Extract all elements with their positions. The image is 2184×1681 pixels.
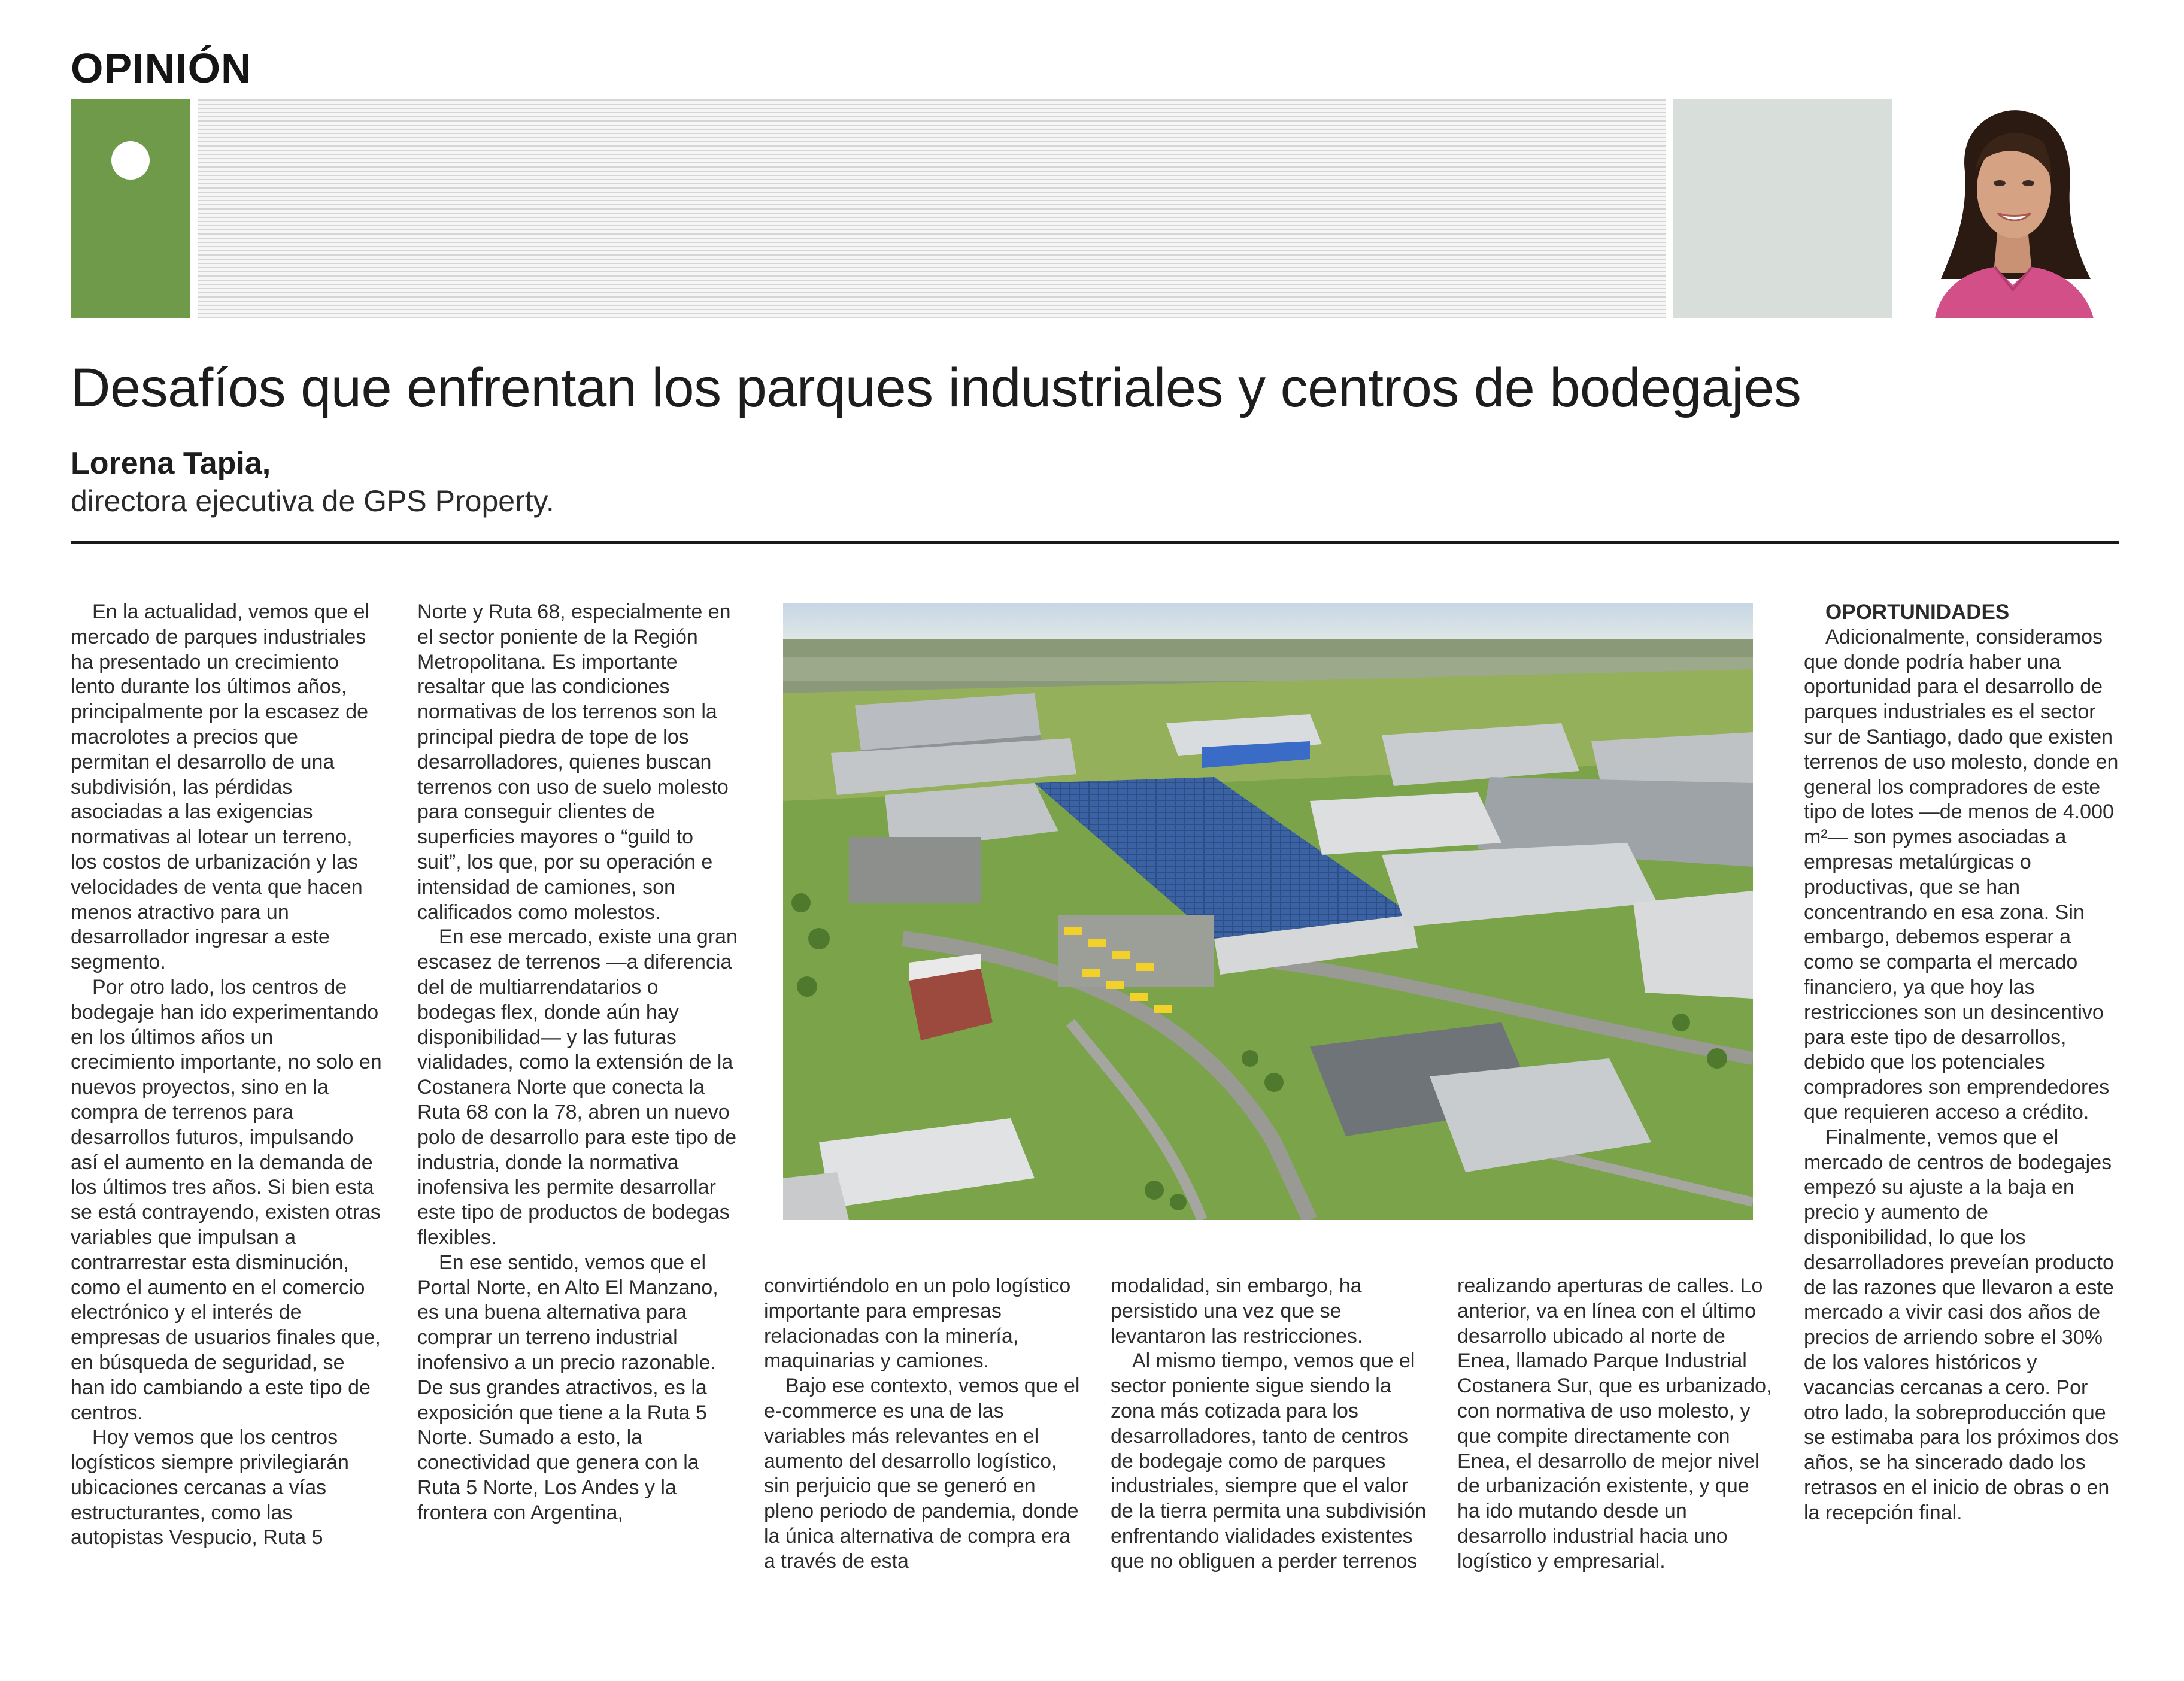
article-column-6 [1804, 600, 2119, 1525]
paragraph: modalidad, sin embargo, ha persistido una vez que se levantaron las restricciones. [1111, 1275, 1363, 1348]
subheading: OPORTUNIDADES [1825, 600, 2010, 624]
circle-icon [111, 141, 150, 180]
author-portrait-image [1899, 99, 2119, 318]
grey-band [1673, 99, 1892, 318]
paragraph: Adicionalmente, consideramos que donde podría haber una oportunidad para el desarrollo de parques industriales es el sector sur de Santiago, dado que existen terrenos de uso molesto, donde en general los compradores de este tipo de lotes —de menos de 4.000 m²— son pymes asociadas a empresas metalúrgicas o productivas, que se han concentrando en esa zona. Sin embargo, debemos esperar a como se comparta el mercado financiero, ya que hoy las restricciones son un desincentivo para este tipo de desarrollos, debido que los potenciales compradores son emprendedores que requieren acceso a crédito. [1804, 625, 2119, 1124]
section-label: OPINIÓN [71, 45, 252, 92]
article-column-4 [1111, 1274, 1428, 1574]
paragraph: Por otro lado, los centros de bodegaje han ido experimentando en los últimos años un crecimiento importante, no solo en nuevos proyectos, sino en la compra de terrenos para desarrollos futuros, impulsando así el aumento en la demanda de los últimos tres años. Si bien esta se está contrayendo, existen otras variables que impulsan a contrarrestar esta disminución, como el aumento en el comercio electrónico y el interés de empresas de usuarios finales que, en búsqueda de seguridad, se han ido cambiando a este tipo de centros. [71, 975, 382, 1424]
headline: Desafíos que enfrentan los parques industriales y centros de bodegajes [71, 357, 1801, 418]
paragraph: Finalmente, vemos que el mercado de centros de bodegajes empezó su ajuste a la baja en precio y aumento de disponibilidad, lo que los desarrolladores preveían producto de las razones que llevaron a este mercado a vivir casi dos años de precios de arriendo sobre el 30% de los valores históricos y vacancias cercanas a cero. Por otro lado, la sobreproducción que se estimaba para los próximos dos años, se ha sincerado dado los retrasos en el inicio de obras o en la recepción final. [1804, 1125, 2119, 1524]
accent-band [71, 99, 190, 318]
industrial-park-photo [783, 603, 1753, 1220]
article-column-5 [1457, 1274, 1774, 1574]
paragraph: Hoy vemos que los centros logísticos siempre privilegiarán ubicaciones cercanas a vías estructurantes, como las autopistas Vespucio, Ruta 5 [71, 1426, 349, 1549]
author-role: directora ejecutiva de GPS Property. [71, 484, 554, 518]
aerial-photo-illustration [783, 603, 1753, 1220]
paragraph: Bajo ese contexto, vemos que el e-commerce es una de las variables más relevantes en el aumento del desarrollo logístico, sin perjuicio que se generó en pleno periodo de pandemia, donde la única alternativa de compra era a través de esta [764, 1374, 1080, 1573]
paragraph: En ese sentido, vemos que el Portal Norte, en Alto El Manzano, es una buena alternativa para comprar un terreno industrial inofensivo a un precio razonable. De sus grandes atractivos, es la exposición que tiene a la Ruta 5 Norte. Sumado a esto, la conectividad que genera con la Ruta 5 Norte, Los Andes y la frontera con Argentina, [417, 1251, 718, 1524]
author-name: Lorena Tapia, [71, 446, 271, 481]
author-portrait [1899, 99, 2119, 318]
decorative-lines-band [198, 99, 1666, 318]
article-column-1 [71, 600, 382, 1550]
article-column-3 [764, 1274, 1081, 1574]
divider [71, 541, 2119, 544]
paragraph: convirtiéndolo en un polo logístico importante para empresas relacionadas con la minería, maquinarias y camiones. [764, 1275, 1071, 1373]
paragraph: En la actualidad, vemos que el mercado de parques industriales ha presentado un crecimiento lento durante los últimos años, principalmente por la escasez de macrolotes a precios que permitan el desarrollo de una subdivisión, las pérdidas asociadas a las exigencias normativas al lotear un terreno, los costos de urbanización y las velocidades de venta que hacen menos atractivo para un desarrollador ingresar a este segmento. [71, 600, 370, 974]
article-column-2 [417, 600, 739, 1525]
paragraph: Al mismo tiempo, vemos que el sector poniente sigue siendo la zona más cotizada para los desarrolladores, tanto de centros de bodegaje como de parques industriales, siempre que el valor de la tierra permita una subdivisión enfrentando vialidades existentes que no obliguen a perder terrenos [1111, 1349, 1427, 1573]
paragraph: En ese mercado, existe una gran escasez de terrenos —a diferencia del de multiarrendatarios o bodegas flex, donde aún hay disponibilidad— y las futuras vialidades, como la extensión de la Costanera Norte que conecta la Ruta 68 con la 78, abren un nuevo polo de desarrollo para este tipo de industria, donde la normativa inofensiva les permite desarrollar este tipo de productos de bodegas flexibles. [417, 926, 738, 1249]
paragraph: realizando aperturas de calles. Lo anterior, va en línea con el último desarrollo ubicado al norte de Enea, llamado Parque Industrial Costanera Sur, que es urbanizado, con normativa de uso molesto, y que compite directamente con Enea, el desarrollo de mejor nivel de urbanización existente, y que ha ido mutando desde un desarrollo industrial hacia uno logístico y empresarial. [1457, 1275, 1772, 1573]
paragraph: Norte y Ruta 68, especialmente en el sector poniente de la Región Metropolitana. Es importante resaltar que las condiciones normativas de los terrenos son la principal piedra de tope de los desarrolladores, quienes buscan terrenos con uso de suelo molesto para conseguir clientes de superficies mayores o “guild to suit”, los que, por su operación e intensidad de camiones, son calificados como molestos. [417, 600, 731, 924]
